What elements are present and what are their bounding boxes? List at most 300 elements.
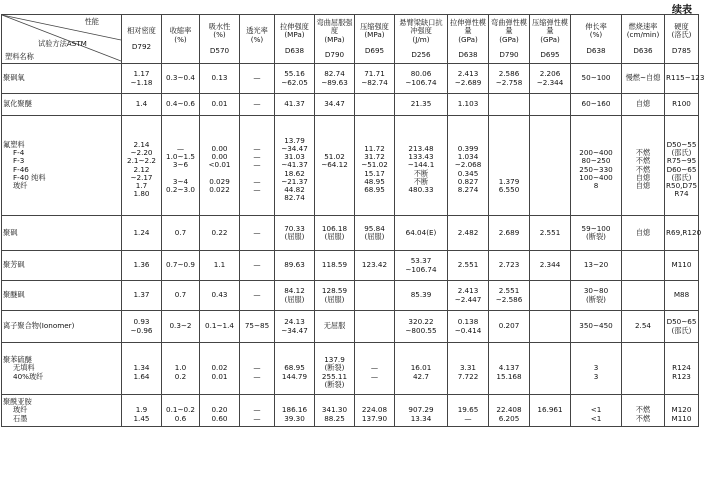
- value-cell: [162, 94, 200, 116]
- value-line: 0.93: [133, 317, 150, 327]
- value-cell: [162, 343, 200, 395]
- value-line: 2.586: [498, 69, 520, 79]
- value-cell: [395, 216, 448, 251]
- value-cell: [315, 251, 355, 281]
- header-col-name: 燃烧速率: [628, 22, 658, 32]
- value-line: (断裂): [324, 379, 345, 389]
- value-line: 137.9: [324, 355, 345, 365]
- value-line: 55.16: [284, 69, 305, 79]
- value-line: 123.42: [361, 260, 388, 270]
- value-line: 59~100: [581, 223, 611, 233]
- value-cell: [489, 281, 530, 311]
- value-line: 64.04(E): [405, 227, 437, 237]
- material-row: [2, 216, 699, 251]
- material-name-cell: [2, 281, 122, 311]
- header-col-unit: (MPa): [284, 30, 305, 40]
- value-line: 31.72: [364, 152, 385, 162]
- value-cell: [315, 311, 355, 343]
- value-cell: [448, 251, 489, 281]
- header-col-std: D695: [364, 45, 385, 55]
- value-cell: [315, 216, 355, 251]
- value-line: (屈服): [284, 294, 305, 304]
- value-cell: [162, 311, 200, 343]
- value-line: 350~450: [579, 321, 613, 331]
- material-name-cell: [2, 216, 122, 251]
- value-cell: [200, 251, 240, 281]
- value-cell: [622, 116, 665, 216]
- value-cell: [355, 64, 395, 94]
- value-cell: [315, 395, 355, 427]
- value-cell: [448, 64, 489, 94]
- value-cell: [355, 251, 395, 281]
- value-cell: [530, 216, 571, 251]
- value-cell: [275, 216, 315, 251]
- material-grade: F-46: [13, 164, 29, 174]
- value-line: 84.12: [284, 286, 305, 296]
- value-line: (断裂): [586, 294, 606, 304]
- value-line: R100: [672, 99, 691, 109]
- value-cell: [530, 281, 571, 311]
- value-line: —: [253, 176, 261, 186]
- header-col-name: 相对密度: [127, 26, 156, 36]
- value-line: 不燃: [635, 164, 651, 174]
- value-line: 4.137: [498, 363, 520, 373]
- value-line: 82.74: [284, 192, 305, 202]
- value-cell: [489, 116, 530, 216]
- value-line: [531, 373, 569, 381]
- header-col-unit: (MPa): [324, 34, 345, 44]
- value-line: 自熄: [635, 180, 651, 190]
- material-grade: 40%玻纤: [13, 371, 44, 381]
- value-cell: [200, 281, 240, 311]
- value-cell: [622, 251, 665, 281]
- value-line: 3~4: [172, 176, 189, 186]
- value-line: 24.13: [284, 317, 305, 327]
- value-cell: [448, 311, 489, 343]
- value-line: 不燃: [635, 148, 651, 158]
- value-cell: [622, 216, 665, 251]
- value-line: 71.71: [364, 69, 385, 79]
- value-line: M88: [673, 290, 690, 300]
- header-col-name: 吸水性: [208, 22, 231, 32]
- header-col-unit: (%): [250, 34, 264, 44]
- value-line: 1.7: [135, 180, 148, 190]
- value-line: —: [253, 363, 261, 373]
- value-cell: [622, 343, 665, 395]
- value-line: 85.39: [410, 290, 432, 300]
- value-line: 68.95: [364, 184, 385, 194]
- value-line: (断裂): [586, 232, 606, 241]
- value-cell: [122, 281, 162, 311]
- value-line: 无屈服: [323, 321, 346, 331]
- value-line: 自熄: [635, 172, 651, 182]
- header-col-name: 拉伸弹性模量: [450, 18, 486, 36]
- value-line: ~41.37: [281, 160, 308, 170]
- value-cell: [200, 64, 240, 94]
- value-cell: [571, 395, 622, 427]
- value-line: (屈服): [324, 294, 345, 304]
- value-cell: [122, 94, 162, 116]
- value-line: 82.74: [324, 69, 345, 79]
- value-line: 0.00: [211, 152, 228, 162]
- value-line: 16.01: [410, 363, 432, 373]
- header-col-name: 拉伸强度: [280, 22, 309, 32]
- value-cell: [489, 343, 530, 395]
- value-line: 0.7: [174, 290, 187, 300]
- header-col-unit: (J/m): [412, 34, 430, 44]
- value-cell: [355, 311, 395, 343]
- value-line: 907.29: [408, 405, 434, 415]
- material-name-cell: [2, 251, 122, 281]
- header-col-std: D256: [411, 49, 431, 59]
- value-line: [623, 261, 663, 269]
- value-cell: [448, 116, 489, 216]
- value-line: <1: [590, 413, 602, 423]
- value-line: 44.82: [284, 184, 305, 194]
- value-line: (邵氏): [671, 172, 692, 182]
- value-line: 0.01: [211, 371, 228, 381]
- value-line: 186.16: [281, 405, 308, 415]
- value-line: M110: [671, 260, 692, 270]
- value-line: R74: [674, 188, 689, 198]
- value-line: R69,R120: [666, 227, 702, 237]
- header-col-unit: (%): [174, 34, 187, 44]
- material-name: 氟塑料: [3, 140, 25, 150]
- value-cell: [665, 64, 704, 94]
- value-cell: [200, 395, 240, 427]
- value-line: 1.36: [133, 260, 150, 270]
- value-line: 31.03: [284, 152, 305, 162]
- header-col-name: 透光率: [246, 26, 268, 36]
- value-cell: [665, 311, 699, 343]
- value-line: —: [370, 363, 379, 373]
- value-line: 1.24: [133, 227, 150, 237]
- value-cell: [489, 64, 530, 94]
- header-col-8: [395, 15, 448, 64]
- value-cell: [315, 64, 355, 94]
- value-line: 0.138: [457, 317, 479, 327]
- value-line: 3.31: [459, 363, 476, 373]
- value-line: 6.205: [498, 413, 520, 423]
- value-line: —: [253, 405, 261, 415]
- header-col-std: D790: [324, 49, 345, 59]
- value-line: 1.034: [457, 152, 479, 162]
- material-row: [2, 116, 699, 216]
- material-name: 聚苯硫醚: [3, 355, 32, 365]
- value-cell: [122, 395, 162, 427]
- value-line: M110: [671, 413, 692, 423]
- value-line: 1.37: [133, 290, 150, 300]
- value-cell: [275, 94, 315, 116]
- value-cell: [355, 395, 395, 427]
- value-cell: [448, 343, 489, 395]
- header-col-std: D636: [633, 45, 653, 55]
- header-col-name: 伸长率: [585, 22, 607, 32]
- value-line: 89.63: [284, 260, 305, 270]
- header-col-10: [489, 15, 530, 64]
- value-cell: [200, 116, 240, 216]
- value-line: 95.84: [364, 223, 385, 233]
- value-cell: [122, 311, 162, 343]
- value-line: ~2.20: [130, 148, 153, 158]
- value-cell: [665, 94, 699, 116]
- header-method-label: 试验方法ASTM: [38, 39, 87, 48]
- value-line: 0.2~3.0: [166, 184, 195, 194]
- value-line: 1.0: [174, 363, 187, 373]
- value-line: (屈服): [284, 232, 305, 241]
- header-col-unit: (GPa): [458, 34, 478, 44]
- value-line: [356, 322, 393, 330]
- value-line: (断裂): [324, 363, 345, 373]
- value-line: 30~80: [583, 286, 609, 296]
- value-line: 0.2: [174, 371, 187, 381]
- value-line: —: [253, 99, 261, 109]
- value-cell: [355, 343, 395, 395]
- value-cell: [275, 116, 315, 216]
- value-line: ~0.414: [454, 325, 482, 335]
- value-cell: [122, 216, 162, 251]
- value-line: [356, 100, 393, 108]
- value-line: 1.45: [133, 413, 150, 423]
- value-cell: [240, 251, 275, 281]
- value-line: 8.274: [457, 184, 479, 194]
- value-line: [316, 186, 353, 194]
- header-col-14: [665, 15, 699, 64]
- value-cell: [489, 395, 530, 427]
- value-line: 18.62: [284, 168, 305, 178]
- value-line: 80~250: [581, 156, 611, 166]
- header-col-6: [315, 15, 355, 64]
- value-line: —: [253, 144, 261, 154]
- value-line: 128.59: [321, 286, 348, 296]
- value-cell: [395, 343, 448, 395]
- value-line: 1.1: [213, 260, 226, 270]
- header-col-std: D638: [458, 49, 478, 59]
- value-line: 0.207: [498, 321, 520, 331]
- value-line: ~2.068: [454, 160, 482, 170]
- value-line: [490, 100, 528, 108]
- value-line: ~82.74: [361, 77, 388, 87]
- material-name: 离子聚合物(Ionomer): [3, 321, 75, 331]
- value-cell: [275, 64, 315, 94]
- value-line: ~106.74: [405, 77, 437, 87]
- value-line: ~89.63: [321, 77, 348, 87]
- value-line: 0.4~0.6: [166, 99, 195, 109]
- value-cell: [162, 395, 200, 427]
- value-cell: [530, 311, 571, 343]
- header-col-7: [355, 15, 395, 64]
- value-line: 3: [593, 363, 599, 373]
- value-line: 0.22: [211, 227, 228, 237]
- material-grade: 玻纤: [13, 180, 28, 190]
- value-line: 133.43: [408, 152, 434, 162]
- value-line: [531, 322, 569, 330]
- value-line: 68.95: [284, 363, 305, 373]
- value-line: ~2.758: [495, 77, 523, 87]
- value-cell: [395, 251, 448, 281]
- value-cell: [240, 94, 275, 116]
- material-name: 聚芳砜: [3, 260, 25, 270]
- value-line: 213.48: [408, 144, 434, 154]
- value-line: 118.59: [321, 260, 348, 270]
- material-name: 聚酰亚胺: [3, 397, 32, 407]
- value-line: 42.7: [412, 371, 429, 381]
- header-col-std: D792: [131, 41, 152, 51]
- value-cell: [489, 251, 530, 281]
- material-grade: F-4: [13, 148, 25, 158]
- value-line: 0.3~2: [169, 321, 192, 331]
- header-col-std: D785: [671, 45, 692, 55]
- value-line: 2.206: [539, 69, 561, 79]
- value-line: —: [253, 160, 261, 170]
- value-line: 0.029: [209, 176, 230, 186]
- value-cell: [622, 94, 665, 116]
- value-line: 15.17: [364, 168, 385, 178]
- value-line: 0.02: [211, 363, 228, 373]
- value-cell: [240, 281, 275, 311]
- value-line: —: [253, 152, 261, 162]
- value-line: ~2.689: [454, 77, 482, 87]
- value-cell: [448, 216, 489, 251]
- material-name-cell: [2, 94, 122, 116]
- value-line: 8: [593, 180, 599, 190]
- value-cell: [571, 94, 622, 116]
- value-line: <0.01: [208, 160, 231, 170]
- value-line: 41.37: [284, 99, 305, 109]
- header-material-label: 塑料名称: [5, 51, 34, 61]
- material-name-cell: [2, 395, 122, 427]
- value-line: D60~65: [666, 164, 697, 174]
- value-line: 137.90: [361, 413, 388, 423]
- value-line: 1.34: [133, 363, 150, 373]
- header-col-name: 弯曲弹性模量: [491, 18, 527, 36]
- value-line: ~21.37: [281, 176, 308, 186]
- value-line: 1.4: [135, 99, 148, 109]
- material-name-cell: [2, 64, 122, 94]
- value-line: 480.33: [408, 184, 434, 194]
- header-col-name: 收缩率: [169, 26, 192, 36]
- value-line: 13.34: [410, 413, 432, 423]
- value-line: D50~65: [666, 317, 697, 327]
- value-line: [531, 100, 569, 108]
- value-cell: [665, 251, 699, 281]
- value-line: —: [253, 227, 261, 237]
- header-col-name: 压缩弹性模量: [532, 18, 568, 36]
- value-line: 320.22: [408, 317, 434, 327]
- value-cell: [122, 343, 162, 395]
- value-cell: [162, 116, 200, 216]
- value-line: 0.827: [457, 176, 479, 186]
- value-line: 自熄: [635, 227, 651, 237]
- value-cell: [315, 281, 355, 311]
- value-cell: [571, 116, 622, 216]
- value-line: 0.13: [211, 73, 228, 83]
- value-line: 0.1~0.2: [166, 405, 195, 415]
- value-line: —: [176, 144, 185, 154]
- value-line: 1.103: [457, 99, 479, 109]
- value-line: 0.022: [209, 184, 230, 194]
- value-cell: [355, 116, 395, 216]
- value-line: 不燃: [635, 156, 651, 166]
- header-col-std: D695: [540, 49, 560, 59]
- value-line: ~2.447: [454, 294, 482, 304]
- header-col-1: [122, 15, 162, 64]
- value-line: 0.20: [211, 405, 228, 415]
- value-cell: [530, 116, 571, 216]
- value-cell: [622, 395, 665, 427]
- value-line: 70.33: [284, 223, 305, 233]
- value-line: R115~123: [666, 73, 704, 83]
- value-line: 2.551: [498, 286, 520, 296]
- value-cell: [571, 216, 622, 251]
- header-col-std: D570: [209, 45, 230, 55]
- material-name-cell: [2, 343, 122, 395]
- value-line: ~34.47: [281, 325, 308, 335]
- header-col-name: 悬臂梁缺口抗冲强度: [399, 18, 443, 36]
- value-line: (邵氏): [671, 325, 692, 335]
- material-row: [2, 281, 699, 311]
- header-col-13: [622, 15, 665, 64]
- value-line: 不燃: [635, 405, 651, 415]
- value-line: 224.08: [361, 405, 388, 415]
- value-line: 60~160: [581, 99, 611, 109]
- material-grade: 玻纤: [13, 405, 28, 415]
- value-line: 15.168: [496, 371, 522, 381]
- value-cell: [395, 311, 448, 343]
- value-cell: [395, 395, 448, 427]
- value-line: 0.60: [211, 413, 228, 423]
- header-row: [2, 15, 699, 64]
- value-line: 1.9: [135, 405, 148, 415]
- value-line: D50~55: [666, 140, 697, 150]
- value-line: —: [370, 371, 379, 381]
- value-line: 7.722: [457, 371, 479, 381]
- header-col-2: [162, 15, 200, 64]
- value-cell: [200, 311, 240, 343]
- value-line: 22.408: [496, 405, 522, 415]
- value-line: 0.00: [211, 144, 228, 154]
- value-line: [531, 182, 569, 190]
- material-row: [2, 251, 699, 281]
- value-line: 慢燃~自熄: [625, 73, 661, 83]
- value-cell: [395, 281, 448, 311]
- header-col-11: [530, 15, 571, 64]
- value-line: 2.14: [133, 140, 150, 150]
- value-line: —: [253, 371, 261, 381]
- value-line: 255.11: [321, 371, 348, 381]
- value-line: ~64.12: [321, 160, 348, 170]
- value-line: ~0.96: [130, 325, 153, 335]
- value-line: —: [253, 73, 261, 83]
- value-line: 不断: [413, 176, 429, 186]
- header-col-9: [448, 15, 489, 64]
- value-line: (屈服): [364, 232, 385, 241]
- value-line: 13.79: [284, 136, 305, 146]
- value-line: 1.80: [133, 188, 150, 198]
- material-grade: 无填料: [13, 363, 35, 373]
- value-cell: [571, 343, 622, 395]
- material-grade: 石墨: [13, 413, 28, 423]
- value-line: 51.02: [324, 152, 345, 162]
- value-line: (屈服): [324, 232, 345, 241]
- value-cell: [448, 395, 489, 427]
- value-cell: [315, 94, 355, 116]
- value-line: [531, 291, 569, 299]
- material-name: 聚砜: [3, 227, 18, 237]
- value-cell: [395, 64, 448, 94]
- value-line: 0.01: [211, 99, 228, 109]
- value-line: 1.0~1.5: [166, 152, 195, 162]
